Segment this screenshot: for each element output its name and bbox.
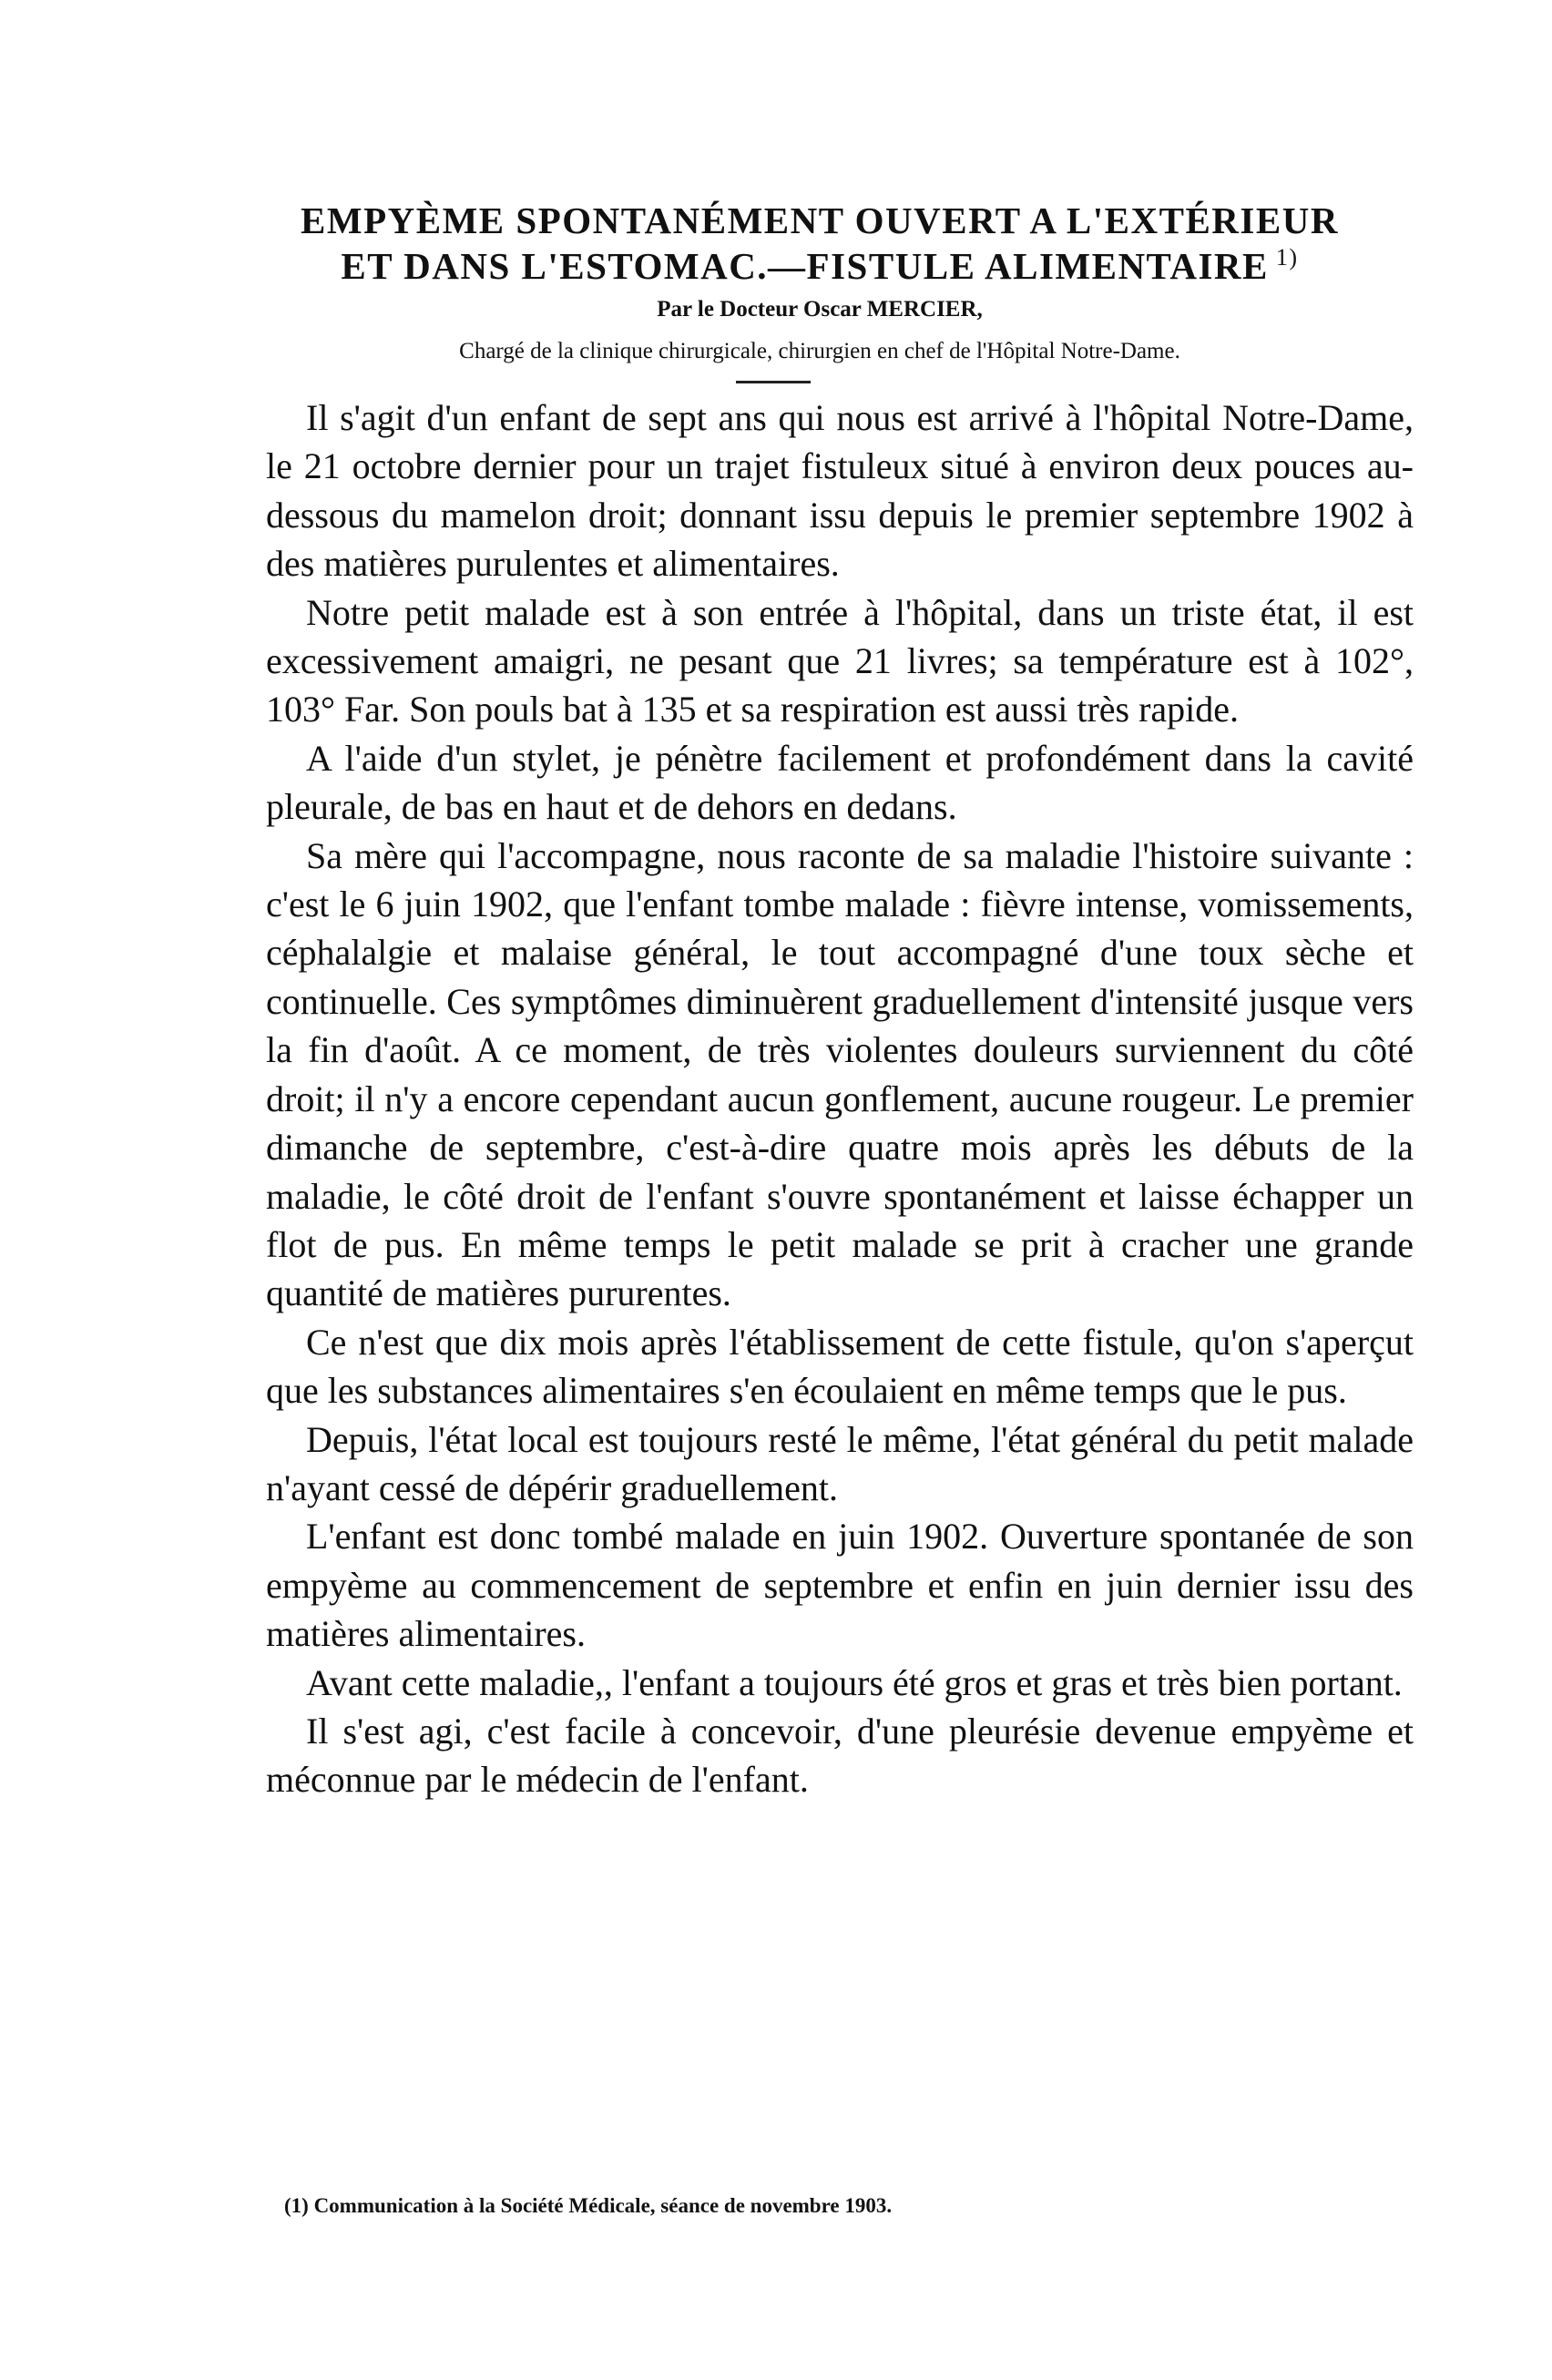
body-paragraph: Il s'agit d'un enfant de sept ans qui nous est arrivé à l'hôpital Notre-Dame, le 21 octobre dernier pour un trajet fistuleux situé à environ deux pouces au-dessous du mamelon droit; donnant issu depuis le premier septembre 1902 à des matières purulentes et alimentaires. xyxy=(266,397,1414,585)
body-paragraph: Notre petit malade est à son entrée à l'hôpital, dans un triste état, il est excessivement amaigri, ne pesant que 21 livres; sa température est à 102°, 103° Far. Son pouls bat à 135 et sa respiration est aussi très rapide. xyxy=(266,591,1414,730)
body-paragraph: Depuis, l'état local est toujours resté le même, l'état général du petit malade n'ayant cessé de dépérir graduellement. xyxy=(266,1418,1414,1508)
title-footnote-mark: 1) xyxy=(1275,244,1299,271)
article-title-line-1 xyxy=(228,199,1412,242)
author-affiliation: Chargé de la clinique chirurgicale, chirurgien en chef de l'Hôpital Notre-Dame. xyxy=(459,339,1180,363)
body-paragraph: Avant cette maladie,, l'enfant a toujours été gros et gras et très bien portant. xyxy=(306,1661,1403,1703)
body-paragraph: A l'aide d'un stylet, je pénètre facilement et profondément dans la cavité pleurale, de bas en haut et de dehors en dedans. xyxy=(266,737,1414,828)
article-body xyxy=(266,393,1414,1804)
author-byline: Par le Docteur Oscar MERCIER, xyxy=(657,297,983,322)
body-paragraph: Il s'est agi, c'est facile à concevoir, d'une pleurésie devenue empyème et méconnue par le médecin de l'enfant. xyxy=(266,1710,1414,1801)
body-paragraph: Ce n'est que dix mois après l'établissement de cette fistule, qu'on s'aperçut que les substances alimentaires s'en écoulaient en même temps que le pus. xyxy=(266,1321,1414,1412)
footnote: (1) Communication à la Société Médicale, séance de novembre 1903. xyxy=(284,2194,893,2217)
title-text-1: EMPYÈME SPONTANÉMENT OUVERT A L'EXTÉRIEUR xyxy=(301,199,1339,241)
title-text-2: ET DANS L'ESTOMAC.—FISTULE ALIMENTAIRE xyxy=(341,245,1269,287)
article-title-line-2 xyxy=(228,244,1412,288)
title-divider xyxy=(736,381,811,383)
body-paragraph: L'enfant est donc tombé malade en juin 1902. Ouverture spontanée de son empyème au commencement de septembre et enfin en juin dernier issu des matières alimentaires. xyxy=(266,1516,1414,1655)
body-paragraph: Sa mère qui l'accompagne, nous raconte de sa maladie l'histoire suivante : c'est le 6 juin 1902, que l'enfant tombe malade : fièvre intense, vomissements, céphalalgie et malaise général, le tout accompagné d'une toux sèche et continuelle. Ces symptômes diminuèrent graduellement d'intensité jusque vers la fin d'août. A ce moment, de très violentes douleurs surviennent du côté droit; il n'y a encore cependant aucun gonflement, aucune rougeur. Le premier dimanche de septembre, c'est-à-dire quatre mois après les débuts de la maladie, le côté droit de l'enfant s'ouvre spontanément et laisse échapper un flot de pus. En même temps le petit malade se prit à cracher une grande quantité de matières pururentes. xyxy=(266,834,1414,1314)
